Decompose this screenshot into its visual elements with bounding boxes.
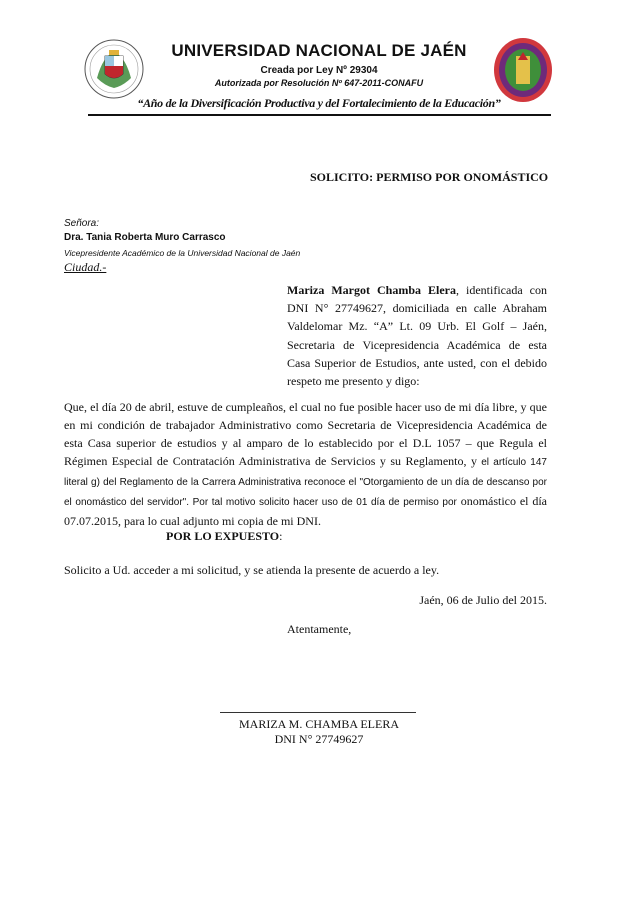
university-name: UNIVERSIDAD NACIONAL DE JAÉN [171, 41, 467, 60]
sender-name: Mariza Margot Chamba Elera [287, 283, 456, 297]
request-line: Solicito a Ud. acceder a mi solicitud, y se atienda la presente de acuerdo a ley. [64, 563, 440, 577]
date-line: Jaén, 06 de Julio del 2015. [419, 593, 547, 607]
por-lo-expuesto-colon: : [279, 529, 283, 543]
intro-text: , identificada con DNI N° 27749627, domiciliada en calle Abraham Valdelomar Mz. “A” Lt. 09 Urb. El Golf – Jaén, Secretaria de Vicepresidencia Académica de esta Casa Superior de Estudios, ante usted, con el debido respeto me presento y digo: [287, 283, 547, 389]
year-motto: “Año de la Diversificación Productiva y del Fortalecimiento de la Educación” [137, 96, 501, 110]
signature-name: MARIZA M. CHAMBA ELERA [238, 717, 399, 731]
closing: Atentamente, [287, 622, 352, 636]
authorization-resolution: Autorizada por Resolución Nº 647-2011-CONAFU [214, 78, 424, 88]
body-part-2: el artículo 147 literal g) del Reglamento de la Carrera Administrativa reconoce el "Otorgamiento de un día de descanso por el onomástico del servidor". Por tal motivo solicito hacer uso de 01 día de permiso por [64, 457, 547, 508]
addressee-position: Vicepresidente Académico de la Universidad Nacional de Jaén [64, 248, 301, 258]
signature-line [220, 712, 416, 713]
header-divider [88, 114, 551, 116]
body-paragraph [64, 398, 547, 530]
salutation: Señora: [64, 218, 100, 229]
body-part-1: Que, el día 20 de abril, estuve de cumpleaños, el cual no fue posible hacer uso de mi día libre, y que en mi condición de trabajador Administrativo como Secretaria de Vicepresidencia Académica de esta Casa superior de estudios y al amparo de lo establecido por el D.L 1057 – que Regula el Régimen Especial de Contratación Administrativa de Servicios y su Reglamento, y [64, 400, 547, 468]
por-lo-expuesto-label: POR LO EXPUESTO [166, 529, 280, 543]
por-lo-expuesto [166, 529, 282, 544]
signature-dni: DNI N° 27749627 [274, 732, 364, 746]
body-part-3: onomástico el día 07.07.2015, para lo cual adjunto mi copia de mi DNI. [64, 494, 547, 528]
creation-law: Creada por Ley Nº 29304 [260, 65, 378, 76]
city-line: Ciudad.- [64, 260, 107, 274]
addressee-name: Dra. Tania Roberta Muro Carrasco [64, 232, 226, 243]
intro-paragraph [287, 281, 547, 390]
subject-line: SOLICITO: PERMISO POR ONOMÁSTICO [310, 170, 549, 184]
